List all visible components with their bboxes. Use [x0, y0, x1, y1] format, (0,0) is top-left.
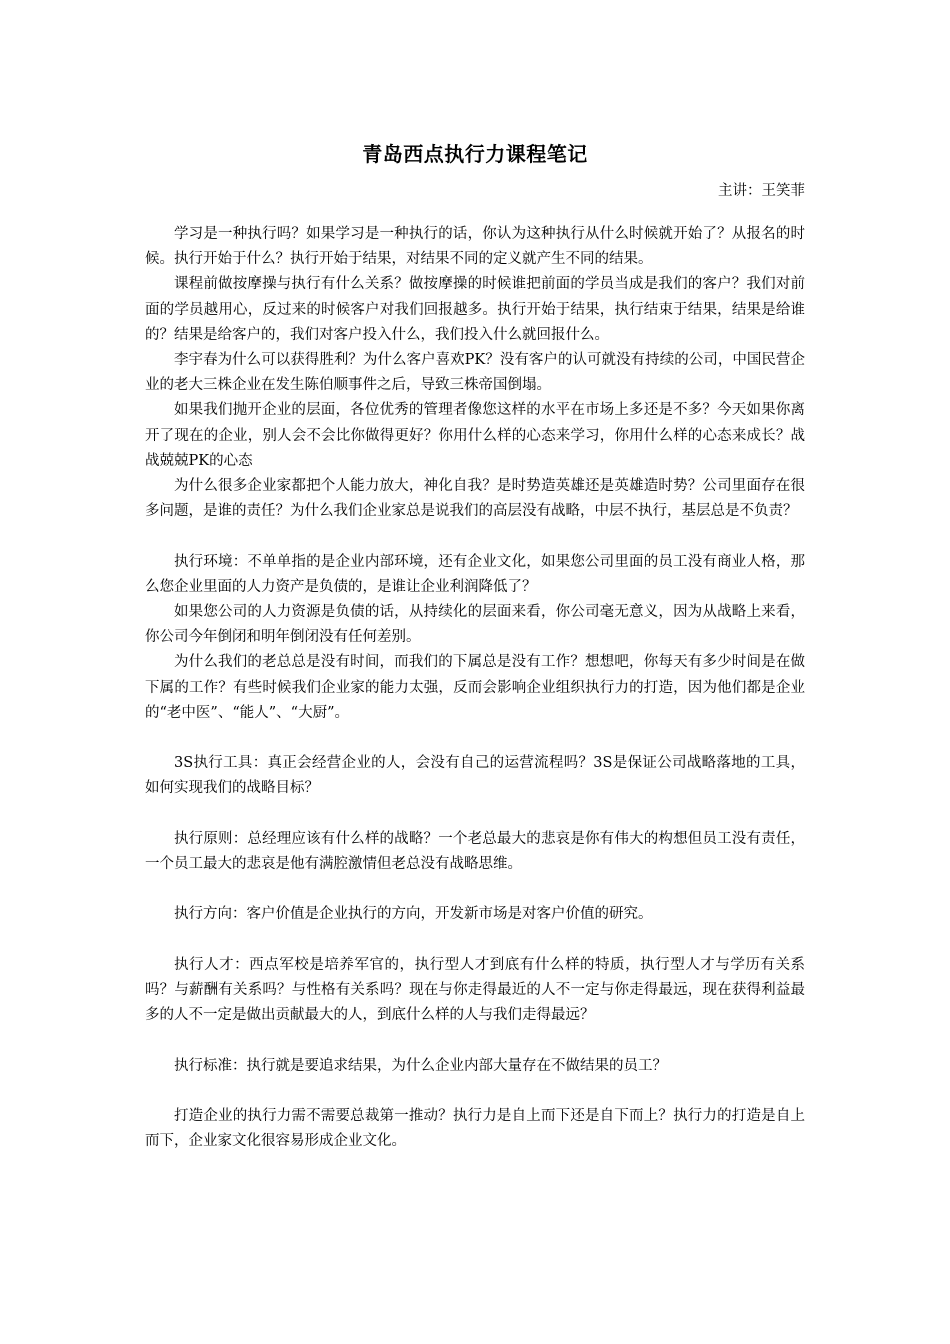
blank-line — [145, 1079, 805, 1104]
blank-line — [145, 726, 805, 751]
document-page — [145, 0, 805, 1154]
paragraph: 学习是一种执行吗？如果学习是一种执行的话，你认为这种执行从什么时候就开始了？从报名的时候。执行开始于什么？执行开始于结果，对结果不同的定义就产生不同的结果。 — [145, 226, 805, 268]
blank-line — [145, 802, 805, 827]
paragraph: 执行方向：客户价值是企业执行的方向，开发新市场是对客户价值的研究。 — [174, 906, 653, 923]
paragraph: 李宇春为什么可以获得胜利？为什么客户喜欢PK？没有客户的认可就没有持续的公司，中国民营企业的老大三株企业在发生陈伯顺事件之后，导致三株帝国倒塌。 — [145, 352, 805, 394]
blank-line — [145, 1028, 805, 1053]
paragraph: 执行标准：执行就是要追求结果，为什么企业内部大量存在不做结果的员工？ — [174, 1057, 667, 1074]
document-author: 主讲：王笑菲 — [718, 183, 805, 199]
paragraph: 执行原则：总经理应该有什么样的战略？一个老总最大的悲哀是你有伟大的构想但员工没有责任，一个员工最大的悲哀是他有满腔激情但老总没有战略思维。 — [145, 830, 805, 873]
blank-line — [145, 524, 805, 549]
blank-line — [145, 928, 805, 953]
document-title: 青岛西点执行力课程笔记 — [362, 142, 588, 166]
paragraph: 为什么我们的老总总是没有时间，而我们的下属总是没有工作？想想吧，你每天有多少时间是在做下属的工作？有些时候我们企业家的能力太强，反而会影响企业组织执行力的打造，因为他们都是企业的“老中医”、“能人”、“大厨”。 — [145, 654, 805, 721]
blank-line — [145, 877, 805, 902]
paragraph: 执行环境：不单单指的是企业内部环境，还有企业文化，如果您公司里面的员工没有商业人格，那么您企业里面的人力资产是负债的，是谁让企业利润降低了？ — [145, 553, 805, 595]
paragraph: 如果您公司的人力资源是负债的话，从持续化的层面来看，你公司毫无意义，因为从战略上来看，你公司今年倒闭和明年倒闭没有任何差别。 — [145, 604, 805, 646]
paragraph: 执行人才：西点军校是培养军官的，执行型人才到底有什么样的特质，执行型人才与学历有关系吗？与薪酬有关系吗？与性格有关系吗？现在与你走得最近的人不一定与你走得最远，现在获得利益最多的人不一定是做出贡献最大的人，到底什么样的人与我们走得最远？ — [145, 956, 805, 1024]
paragraph: 打造企业的执行力需不需要总裁第一推动？执行力是自上而下还是自下而上？执行力的打造是自上而下，企业家文化很容易形成企业文化。 — [145, 1108, 805, 1150]
paragraph: 如果我们抛开企业的层面，各位优秀的管理者像您这样的水平在市场上多还是不多？今天如果你离开了现在的企业，别人会不会比你做得更好？你用什么样的心态来学习，你用什么样的心态来成长？战战兢兢PK的心态 — [145, 402, 805, 469]
paragraph: 课程前做按摩操与执行有什么关系？做按摩操的时候谁把前面的学员当成是我们的客户？我们对前面的学员越用心，反过来的时候客户对我们回报越多。执行开始于结果，执行结束于结果，结果是给谁的？结果是给客户的，我们对客户投入什么，我们投入什么就回报什么。 — [145, 276, 805, 343]
paragraph: 为什么很多企业家都把个人能力放大，神化自我？是时势造英雄还是英雄造时势？公司里面存在很多问题，是谁的责任？为什么我们企业家总是说我们的高层没有战略，中层不执行，基层总是不负责？ — [145, 478, 805, 520]
document-body — [145, 222, 805, 1154]
paragraph: 3S执行工具：真正会经营企业的人，会没有自己的运营流程吗？3S是保证公司战略落地的工具，如何实现我们的战略目标？ — [145, 755, 805, 797]
